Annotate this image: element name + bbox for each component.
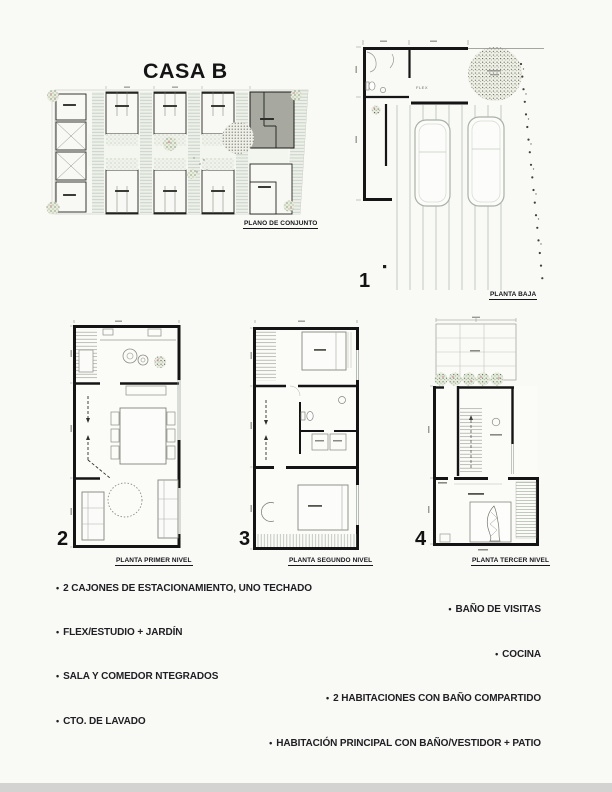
bullet-icon: • — [269, 738, 273, 748]
terrace-hatch — [256, 534, 357, 547]
planta-primer-nivel-drawing — [70, 320, 220, 556]
bullet-icon: • — [56, 671, 60, 681]
bullet-icon: • — [495, 649, 499, 659]
bullet-icon: • — [326, 693, 330, 703]
stair-and-bath-fixtures — [366, 52, 394, 93]
plan-number-2: 2 — [57, 528, 69, 550]
dimension-ticks — [356, 40, 469, 200]
feature-label: FLEX/ESTUDIO + JARDÍN — [63, 627, 183, 638]
bullet-icon: • — [448, 604, 452, 614]
bullet-icon: • — [56, 627, 60, 637]
plan-number-3: 3 — [239, 528, 251, 550]
site-plan-drawing — [42, 86, 314, 218]
feature-label: 2 CAJONES DE ESTACIONAMIENTO, UNO TECHADO — [63, 583, 312, 594]
planta-baja-drawing — [352, 36, 548, 294]
feature-label: COCINA — [502, 649, 541, 660]
plant-symbol — [154, 356, 166, 368]
dimension-ticks — [106, 86, 250, 89]
bullet-icon: • — [56, 716, 60, 726]
caption-planta-tercer-nivel: PLANTA TERCER NIVEL — [472, 557, 550, 564]
plan-number-4: 4 — [415, 528, 427, 550]
feature-label: SALA Y COMEDOR NTEGRADOS — [63, 671, 219, 682]
site-unit-shaded-casa-b — [250, 92, 294, 148]
feature-item-cto-lavado — [56, 716, 146, 727]
plant-symbol — [372, 106, 381, 115]
stair-landing — [79, 350, 93, 372]
feature-item-habitacion-principal — [269, 738, 541, 749]
column-marker — [383, 265, 386, 268]
caption-planta-primer-nivel: PLANTA PRIMER NIVEL — [116, 557, 192, 564]
tree-symbol-jardin — [468, 47, 522, 101]
caption-planta-segundo-nivel: PLANTA SEGUNDO NIVEL — [289, 557, 373, 564]
feature-item-cocina — [495, 649, 541, 660]
plan-number-1: 1 — [359, 270, 371, 292]
caption-plano-de-conjunto: PLANO DE CONJUNTO — [244, 220, 318, 227]
feature-item-habitaciones — [326, 693, 541, 704]
stairs-symbol — [256, 331, 276, 381]
room-label-flex: FLEX — [416, 85, 429, 90]
feature-label: HABITACIÓN PRINCIPAL CON BAÑO/VESTIDOR + PATIO — [276, 738, 541, 749]
tree-row-symbols — [435, 373, 504, 386]
feature-item-bano-visitas — [448, 604, 541, 615]
patio-louver-hatch — [516, 482, 536, 538]
feature-label: 2 HABITACIONES CON BAÑO COMPARTIDO — [333, 693, 541, 704]
feature-label: BAÑO DE VISITAS — [455, 604, 541, 615]
property-line-dots — [520, 63, 544, 279]
site-units-left — [56, 94, 86, 212]
feature-label: CTO. DE LAVADO — [63, 716, 146, 727]
bedroom-top — [302, 332, 351, 370]
roof-patio-grid — [436, 317, 516, 380]
page-edge-shadow — [0, 783, 612, 792]
feature-item-flex-estudio — [56, 627, 182, 638]
page-title: CASA B — [143, 59, 228, 83]
feature-item-parking — [56, 583, 312, 594]
bullet-icon: • — [56, 583, 60, 593]
dining-set — [111, 408, 175, 464]
caption-planta-baja: PLANTA BAJA — [490, 291, 537, 298]
feature-item-sala-comedor — [56, 671, 218, 682]
car-top-view — [415, 117, 504, 206]
planta-segundo-nivel-drawing — [250, 320, 362, 552]
planta-tercer-nivel-drawing — [424, 316, 548, 556]
